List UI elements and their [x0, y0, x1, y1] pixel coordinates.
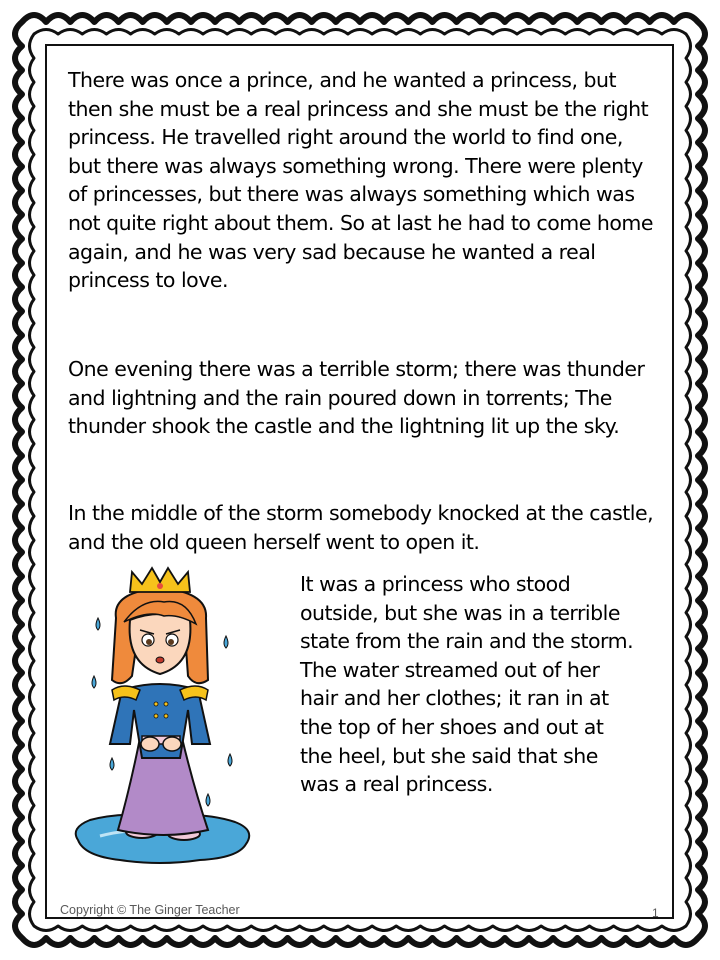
right-hand: [163, 737, 181, 751]
story-paragraph-4: It was a princess who stood outside, but she was in a terrible state from the rain and the storm. The water streamed out of her hair and her clothes; it ran in at the top of her shoes and out at the heel, but she said that she was a real princess.: [300, 572, 634, 797]
copyright-notice: Copyright © The Ginger Teacher: [60, 903, 240, 917]
page-number: 1: [652, 906, 659, 920]
raindrop-2: [92, 676, 96, 688]
crown-jewel: [157, 583, 163, 589]
right-pupil: [168, 639, 174, 645]
story-paragraph-3: In the middle of the storm somebody knocked at the castle, and the old queen herself went to open it.: [68, 501, 654, 554]
button-2: [154, 714, 158, 718]
raindrop-3: [224, 636, 228, 648]
story-paragraph-2: One evening there was a terrible storm; there was thunder and lightning and the rain poured down in torrents; The thunder shook the castle and the lightning lit up the sky.: [68, 357, 645, 439]
button-4: [164, 714, 168, 718]
button-3: [164, 702, 168, 706]
left-hand: [141, 737, 159, 751]
wet-princess-illustration: [60, 558, 260, 878]
left-pupil: [146, 639, 152, 645]
raindrop-6: [206, 794, 210, 806]
raindrop-5: [110, 758, 114, 770]
story-paragraph-1: There was once a prince, and he wanted a princess, but then she must be a real princess and she must be the right princess. He travelled right around the world to find one, but there was always something wrong. There were plenty of princesses, but there was always something which was not quite right about them. So at last he had to come home again, and he was very sad because he wanted a real princess to love.: [68, 68, 653, 293]
button-1: [154, 702, 158, 706]
mouth: [156, 657, 164, 663]
face: [130, 614, 191, 674]
raindrop-4: [228, 754, 232, 766]
raindrop-1: [96, 618, 100, 630]
